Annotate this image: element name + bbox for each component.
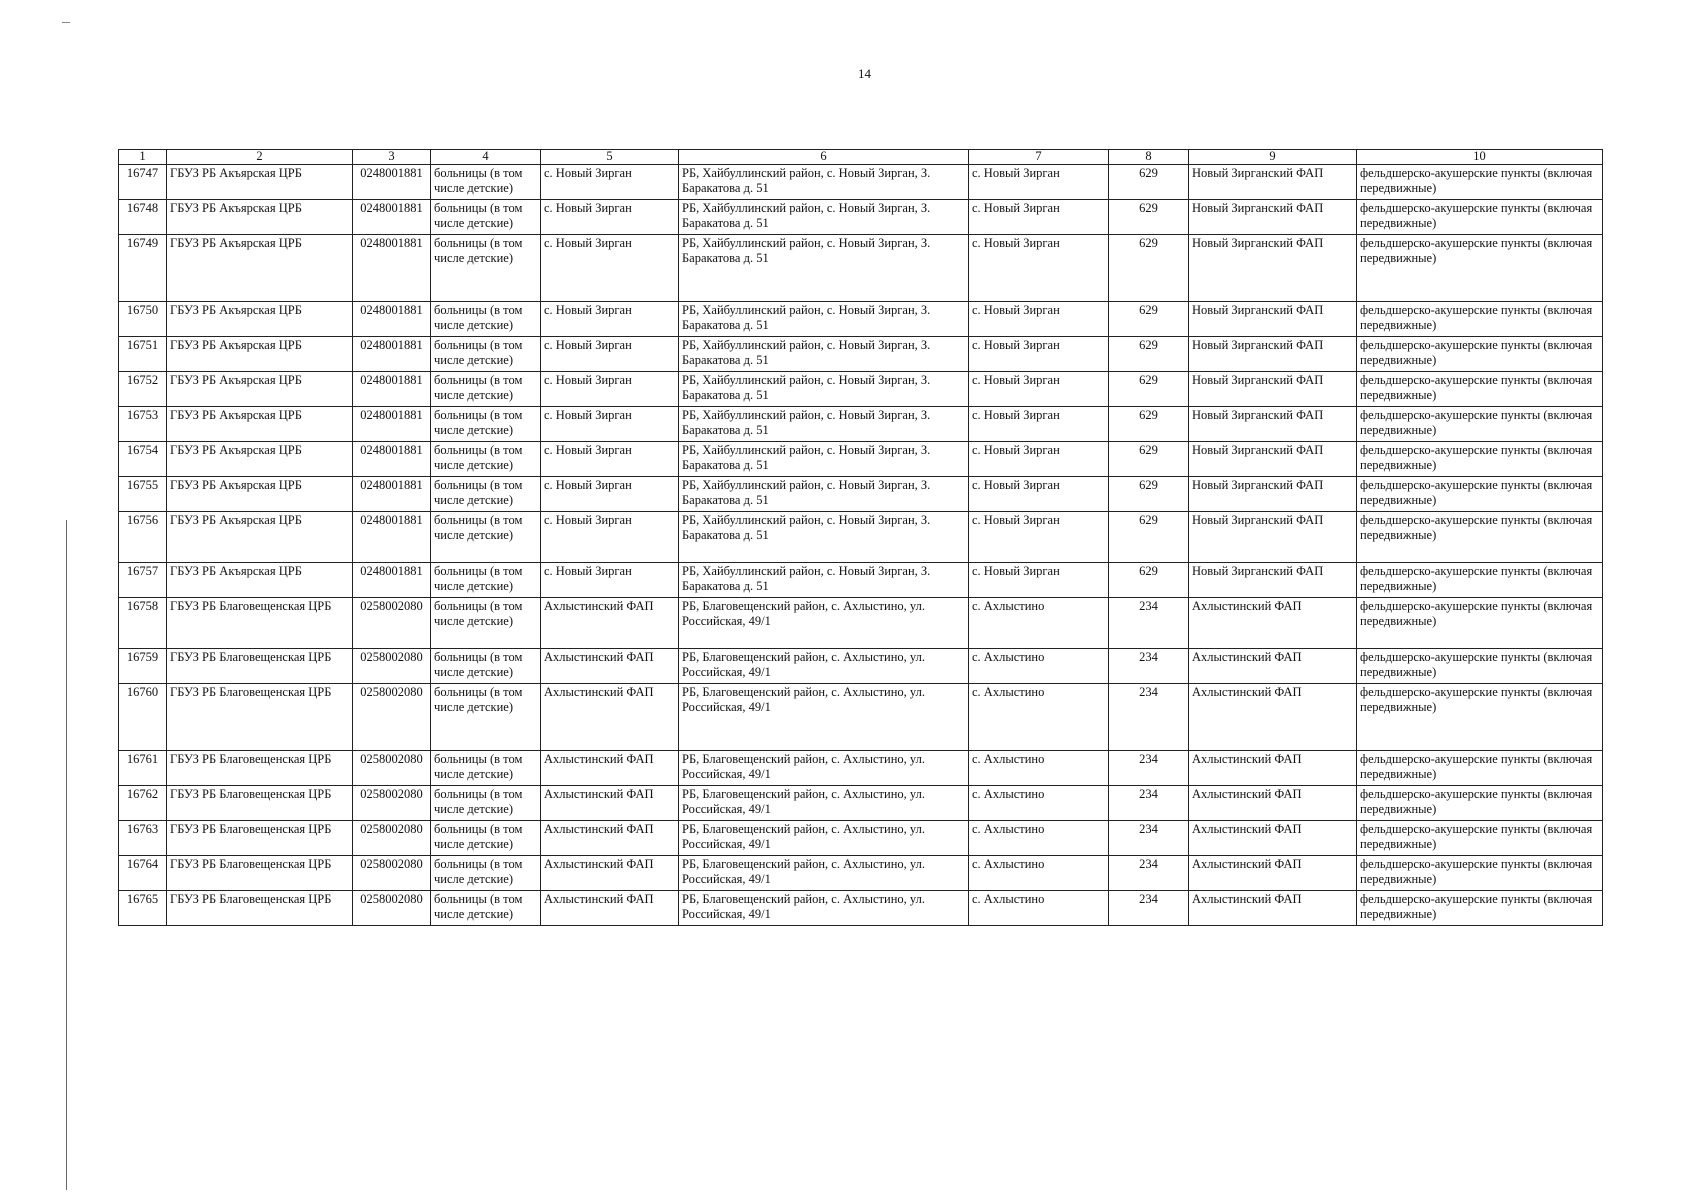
facility-type: больницы (в том числе детские) bbox=[431, 598, 541, 649]
unit-kind: фельдшерско-акушерские пункты (включая передвижные) bbox=[1357, 235, 1603, 302]
row-number: 16765 bbox=[119, 891, 167, 926]
organization-name: ГБУЗ РБ Благовещенская ЦРБ bbox=[167, 856, 353, 891]
population: 629 bbox=[1109, 372, 1189, 407]
address: РБ, Хайбуллинский район, с. Новый Зирган, З. Баракатова д. 51 bbox=[679, 477, 969, 512]
row-number: 16747 bbox=[119, 165, 167, 200]
unit-name: Ахлыстинский ФАП bbox=[1189, 598, 1357, 649]
unit-kind: фельдшерско-акушерские пункты (включая передвижные) bbox=[1357, 821, 1603, 856]
organization-name: ГБУЗ РБ Благовещенская ЦРБ bbox=[167, 751, 353, 786]
population: 234 bbox=[1109, 821, 1189, 856]
facility-type: больницы (в том числе детские) bbox=[431, 649, 541, 684]
organization-name: ГБУЗ РБ Акъярская ЦРБ bbox=[167, 337, 353, 372]
organization-name: ГБУЗ РБ Благовещенская ЦРБ bbox=[167, 821, 353, 856]
organization-name: ГБУЗ РБ Акъярская ЦРБ bbox=[167, 235, 353, 302]
address: РБ, Благовещенский район, с. Ахлыстино, ул. Российская, 49/1 bbox=[679, 649, 969, 684]
unit-name: Новый Зирганский ФАП bbox=[1189, 477, 1357, 512]
facility-type: больницы (в том числе детские) bbox=[431, 235, 541, 302]
location: с. Новый Зирган bbox=[541, 337, 679, 372]
location: с. Новый Зирган bbox=[541, 235, 679, 302]
facility-type: больницы (в том числе детские) bbox=[431, 477, 541, 512]
unit-kind: фельдшерско-акушерские пункты (включая передвижные) bbox=[1357, 786, 1603, 821]
population: 629 bbox=[1109, 302, 1189, 337]
address: РБ, Хайбуллинский район, с. Новый Зирган, З. Баракатова д. 51 bbox=[679, 442, 969, 477]
organization-name: ГБУЗ РБ Акъярская ЦРБ bbox=[167, 302, 353, 337]
table-row bbox=[119, 563, 1603, 598]
row-number: 16755 bbox=[119, 477, 167, 512]
organization-name: ГБУЗ РБ Акъярская ЦРБ bbox=[167, 372, 353, 407]
row-number: 16760 bbox=[119, 684, 167, 751]
inn-code: 0258002080 bbox=[353, 684, 431, 751]
address: РБ, Хайбуллинский район, с. Новый Зирган, З. Баракатова д. 51 bbox=[679, 407, 969, 442]
table-row bbox=[119, 751, 1603, 786]
table-row bbox=[119, 165, 1603, 200]
unit-name: Новый Зирганский ФАП bbox=[1189, 372, 1357, 407]
location: с. Новый Зирган bbox=[541, 563, 679, 598]
organization-name: ГБУЗ РБ Акъярская ЦРБ bbox=[167, 165, 353, 200]
row-number: 16754 bbox=[119, 442, 167, 477]
address: РБ, Хайбуллинский район, с. Новый Зирган, З. Баракатова д. 51 bbox=[679, 165, 969, 200]
settlement: с. Новый Зирган bbox=[969, 235, 1109, 302]
inn-code: 0248001881 bbox=[353, 512, 431, 563]
unit-kind: фельдшерско-акушерские пункты (включая передвижные) bbox=[1357, 856, 1603, 891]
row-number: 16751 bbox=[119, 337, 167, 372]
inn-code: 0248001881 bbox=[353, 302, 431, 337]
inn-code: 0258002080 bbox=[353, 856, 431, 891]
population: 629 bbox=[1109, 442, 1189, 477]
table-row bbox=[119, 821, 1603, 856]
scan-margin-tick bbox=[62, 22, 70, 23]
inn-code: 0248001881 bbox=[353, 407, 431, 442]
unit-name: Новый Зирганский ФАП bbox=[1189, 302, 1357, 337]
address: РБ, Благовещенский район, с. Ахлыстино, ул. Российская, 49/1 bbox=[679, 598, 969, 649]
settlement: с. Новый Зирган bbox=[969, 372, 1109, 407]
location: Ахлыстинский ФАП bbox=[541, 856, 679, 891]
settlement: с. Ахлыстино bbox=[969, 751, 1109, 786]
table-row bbox=[119, 235, 1603, 302]
inn-code: 0258002080 bbox=[353, 649, 431, 684]
row-number: 16753 bbox=[119, 407, 167, 442]
unit-name: Новый Зирганский ФАП bbox=[1189, 512, 1357, 563]
unit-kind: фельдшерско-акушерские пункты (включая передвижные) bbox=[1357, 751, 1603, 786]
header-row bbox=[119, 150, 1603, 165]
unit-kind: фельдшерско-акушерские пункты (включая передвижные) bbox=[1357, 649, 1603, 684]
organization-name: ГБУЗ РБ Акъярская ЦРБ bbox=[167, 442, 353, 477]
settlement: с. Ахлыстино bbox=[969, 684, 1109, 751]
organization-name: ГБУЗ РБ Благовещенская ЦРБ bbox=[167, 598, 353, 649]
settlement: с. Новый Зирган bbox=[969, 512, 1109, 563]
address: РБ, Хайбуллинский район, с. Новый Зирган, З. Баракатова д. 51 bbox=[679, 337, 969, 372]
inn-code: 0258002080 bbox=[353, 786, 431, 821]
table-row bbox=[119, 442, 1603, 477]
inn-code: 0248001881 bbox=[353, 477, 431, 512]
unit-name: Новый Зирганский ФАП bbox=[1189, 563, 1357, 598]
table-row bbox=[119, 512, 1603, 563]
unit-kind: фельдшерско-акушерские пункты (включая передвижные) bbox=[1357, 372, 1603, 407]
location: Ахлыстинский ФАП bbox=[541, 751, 679, 786]
facility-type: больницы (в том числе детские) bbox=[431, 200, 541, 235]
page-number: 14 bbox=[858, 66, 871, 81]
population: 629 bbox=[1109, 563, 1189, 598]
unit-kind: фельдшерско-акушерские пункты (включая передвижные) bbox=[1357, 337, 1603, 372]
address: РБ, Благовещенский район, с. Ахлыстино, ул. Российская, 49/1 bbox=[679, 821, 969, 856]
column-header: 2 bbox=[167, 150, 353, 165]
population: 234 bbox=[1109, 751, 1189, 786]
table-row bbox=[119, 891, 1603, 926]
unit-kind: фельдшерско-акушерские пункты (включая передвижные) bbox=[1357, 407, 1603, 442]
location: с. Новый Зирган bbox=[541, 165, 679, 200]
settlement: с. Ахлыстино bbox=[969, 821, 1109, 856]
table-row bbox=[119, 649, 1603, 684]
population: 629 bbox=[1109, 165, 1189, 200]
facility-type: больницы (в том числе детские) bbox=[431, 856, 541, 891]
address: РБ, Хайбуллинский район, с. Новый Зирган, З. Баракатова д. 51 bbox=[679, 372, 969, 407]
column-header: 8 bbox=[1109, 150, 1189, 165]
row-number: 16752 bbox=[119, 372, 167, 407]
inn-code: 0258002080 bbox=[353, 598, 431, 649]
address: РБ, Благовещенский район, с. Ахлыстино, ул. Российская, 49/1 bbox=[679, 684, 969, 751]
unit-name: Ахлыстинский ФАП bbox=[1189, 786, 1357, 821]
address: РБ, Хайбуллинский район, с. Новый Зирган, З. Баракатова д. 51 bbox=[679, 200, 969, 235]
settlement: с. Новый Зирган bbox=[969, 302, 1109, 337]
column-header: 10 bbox=[1357, 150, 1603, 165]
organization-name: ГБУЗ РБ Благовещенская ЦРБ bbox=[167, 786, 353, 821]
unit-kind: фельдшерско-акушерские пункты (включая передвижные) bbox=[1357, 891, 1603, 926]
organization-name: ГБУЗ РБ Акъярская ЦРБ bbox=[167, 200, 353, 235]
column-header: 7 bbox=[969, 150, 1109, 165]
facility-type: больницы (в том числе детские) bbox=[431, 563, 541, 598]
inn-code: 0248001881 bbox=[353, 337, 431, 372]
row-number: 16756 bbox=[119, 512, 167, 563]
organization-name: ГБУЗ РБ Акъярская ЦРБ bbox=[167, 407, 353, 442]
unit-name: Новый Зирганский ФАП bbox=[1189, 442, 1357, 477]
settlement: с. Новый Зирган bbox=[969, 563, 1109, 598]
table-row bbox=[119, 372, 1603, 407]
settlement: с. Ахлыстино bbox=[969, 891, 1109, 926]
location: с. Новый Зирган bbox=[541, 442, 679, 477]
unit-name: Ахлыстинский ФАП bbox=[1189, 684, 1357, 751]
table-row bbox=[119, 684, 1603, 751]
organization-name: ГБУЗ РБ Акъярская ЦРБ bbox=[167, 563, 353, 598]
unit-kind: фельдшерско-акушерские пункты (включая передвижные) bbox=[1357, 477, 1603, 512]
location: Ахлыстинский ФАП bbox=[541, 821, 679, 856]
table-row bbox=[119, 407, 1603, 442]
register-table bbox=[118, 149, 1603, 926]
scan-margin-line bbox=[66, 520, 67, 1190]
location: с. Новый Зирган bbox=[541, 372, 679, 407]
address: РБ, Хайбуллинский район, с. Новый Зирган, З. Баракатова д. 51 bbox=[679, 563, 969, 598]
unit-name: Новый Зирганский ФАП bbox=[1189, 165, 1357, 200]
settlement: с. Новый Зирган bbox=[969, 200, 1109, 235]
organization-name: ГБУЗ РБ Акъярская ЦРБ bbox=[167, 477, 353, 512]
row-number: 16761 bbox=[119, 751, 167, 786]
population: 629 bbox=[1109, 407, 1189, 442]
address: РБ, Благовещенский район, с. Ахлыстино, ул. Российская, 49/1 bbox=[679, 751, 969, 786]
settlement: с. Новый Зирган bbox=[969, 407, 1109, 442]
unit-name: Ахлыстинский ФАП bbox=[1189, 856, 1357, 891]
row-number: 16764 bbox=[119, 856, 167, 891]
table-row bbox=[119, 477, 1603, 512]
row-number: 16748 bbox=[119, 200, 167, 235]
settlement: с. Новый Зирган bbox=[969, 337, 1109, 372]
population: 234 bbox=[1109, 891, 1189, 926]
unit-name: Ахлыстинский ФАП bbox=[1189, 751, 1357, 786]
table-row bbox=[119, 598, 1603, 649]
unit-kind: фельдшерско-акушерские пункты (включая передвижные) bbox=[1357, 302, 1603, 337]
facility-type: больницы (в том числе детские) bbox=[431, 512, 541, 563]
facility-type: больницы (в том числе детские) bbox=[431, 372, 541, 407]
organization-name: ГБУЗ РБ Благовещенская ЦРБ bbox=[167, 649, 353, 684]
location: Ахлыстинский ФАП bbox=[541, 891, 679, 926]
organization-name: ГБУЗ РБ Благовещенская ЦРБ bbox=[167, 684, 353, 751]
organization-name: ГБУЗ РБ Благовещенская ЦРБ bbox=[167, 891, 353, 926]
unit-kind: фельдшерско-акушерские пункты (включая передвижные) bbox=[1357, 684, 1603, 751]
inn-code: 0248001881 bbox=[353, 200, 431, 235]
row-number: 16762 bbox=[119, 786, 167, 821]
settlement: с. Новый Зирган bbox=[969, 477, 1109, 512]
column-header: 5 bbox=[541, 150, 679, 165]
inn-code: 0248001881 bbox=[353, 563, 431, 598]
organization-name: ГБУЗ РБ Акъярская ЦРБ bbox=[167, 512, 353, 563]
facility-type: больницы (в том числе детские) bbox=[431, 442, 541, 477]
location: Ахлыстинский ФАП bbox=[541, 786, 679, 821]
inn-code: 0248001881 bbox=[353, 165, 431, 200]
inn-code: 0248001881 bbox=[353, 235, 431, 302]
inn-code: 0248001881 bbox=[353, 372, 431, 407]
location: с. Новый Зирган bbox=[541, 302, 679, 337]
population: 629 bbox=[1109, 235, 1189, 302]
unit-kind: фельдшерско-акушерские пункты (включая передвижные) bbox=[1357, 165, 1603, 200]
unit-name: Ахлыстинский ФАП bbox=[1189, 649, 1357, 684]
population: 234 bbox=[1109, 649, 1189, 684]
unit-name: Ахлыстинский ФАП bbox=[1189, 821, 1357, 856]
facility-type: больницы (в том числе детские) bbox=[431, 891, 541, 926]
population: 234 bbox=[1109, 598, 1189, 649]
location: Ахлыстинский ФАП bbox=[541, 649, 679, 684]
settlement: с. Ахлыстино bbox=[969, 649, 1109, 684]
facility-type: больницы (в том числе детские) bbox=[431, 821, 541, 856]
facility-type: больницы (в том числе детские) bbox=[431, 337, 541, 372]
population: 629 bbox=[1109, 512, 1189, 563]
settlement: с. Новый Зирган bbox=[969, 442, 1109, 477]
settlement: с. Новый Зирган bbox=[969, 165, 1109, 200]
settlement: с. Ахлыстино bbox=[969, 786, 1109, 821]
unit-name: Новый Зирганский ФАП bbox=[1189, 337, 1357, 372]
facility-type: больницы (в том числе детские) bbox=[431, 684, 541, 751]
location: с. Новый Зирган bbox=[541, 512, 679, 563]
row-number: 16759 bbox=[119, 649, 167, 684]
column-header: 6 bbox=[679, 150, 969, 165]
facility-type: больницы (в том числе детские) bbox=[431, 407, 541, 442]
row-number: 16749 bbox=[119, 235, 167, 302]
location: с. Новый Зирган bbox=[541, 477, 679, 512]
address: РБ, Благовещенский район, с. Ахлыстино, ул. Российская, 49/1 bbox=[679, 891, 969, 926]
population: 629 bbox=[1109, 200, 1189, 235]
row-number: 16763 bbox=[119, 821, 167, 856]
facility-type: больницы (в том числе детские) bbox=[431, 165, 541, 200]
unit-name: Новый Зирганский ФАП bbox=[1189, 407, 1357, 442]
column-header: 3 bbox=[353, 150, 431, 165]
address: РБ, Благовещенский район, с. Ахлыстино, ул. Российская, 49/1 bbox=[679, 856, 969, 891]
unit-kind: фельдшерско-акушерские пункты (включая передвижные) bbox=[1357, 563, 1603, 598]
row-number: 16758 bbox=[119, 598, 167, 649]
unit-kind: фельдшерско-акушерские пункты (включая передвижные) bbox=[1357, 442, 1603, 477]
inn-code: 0258002080 bbox=[353, 751, 431, 786]
unit-name: Новый Зирганский ФАП bbox=[1189, 235, 1357, 302]
unit-kind: фельдшерско-акушерские пункты (включая передвижные) bbox=[1357, 512, 1603, 563]
facility-type: больницы (в том числе детские) bbox=[431, 751, 541, 786]
row-number: 16750 bbox=[119, 302, 167, 337]
column-header: 9 bbox=[1189, 150, 1357, 165]
column-header: 4 bbox=[431, 150, 541, 165]
address: РБ, Благовещенский район, с. Ахлыстино, ул. Российская, 49/1 bbox=[679, 786, 969, 821]
population: 629 bbox=[1109, 477, 1189, 512]
table-body bbox=[119, 165, 1603, 926]
location: с. Новый Зирган bbox=[541, 407, 679, 442]
facility-type: больницы (в том числе детские) bbox=[431, 302, 541, 337]
address: РБ, Хайбуллинский район, с. Новый Зирган, З. Баракатова д. 51 bbox=[679, 235, 969, 302]
settlement: с. Ахлыстино bbox=[969, 598, 1109, 649]
population: 234 bbox=[1109, 786, 1189, 821]
table-row bbox=[119, 856, 1603, 891]
table-row bbox=[119, 302, 1603, 337]
unit-kind: фельдшерско-акушерские пункты (включая передвижные) bbox=[1357, 200, 1603, 235]
facility-type: больницы (в том числе детские) bbox=[431, 786, 541, 821]
inn-code: 0258002080 bbox=[353, 821, 431, 856]
population: 234 bbox=[1109, 684, 1189, 751]
table-row bbox=[119, 786, 1603, 821]
location: Ахлыстинский ФАП bbox=[541, 598, 679, 649]
inn-code: 0248001881 bbox=[353, 442, 431, 477]
location: с. Новый Зирган bbox=[541, 200, 679, 235]
population: 234 bbox=[1109, 856, 1189, 891]
table-row bbox=[119, 337, 1603, 372]
unit-name: Ахлыстинский ФАП bbox=[1189, 891, 1357, 926]
population: 629 bbox=[1109, 337, 1189, 372]
row-number: 16757 bbox=[119, 563, 167, 598]
table-row bbox=[119, 200, 1603, 235]
column-header: 1 bbox=[119, 150, 167, 165]
unit-name: Новый Зирганский ФАП bbox=[1189, 200, 1357, 235]
inn-code: 0258002080 bbox=[353, 891, 431, 926]
location: Ахлыстинский ФАП bbox=[541, 684, 679, 751]
unit-kind: фельдшерско-акушерские пункты (включая передвижные) bbox=[1357, 598, 1603, 649]
settlement: с. Ахлыстино bbox=[969, 856, 1109, 891]
address: РБ, Хайбуллинский район, с. Новый Зирган, З. Баракатова д. 51 bbox=[679, 512, 969, 563]
address: РБ, Хайбуллинский район, с. Новый Зирган, З. Баракатова д. 51 bbox=[679, 302, 969, 337]
